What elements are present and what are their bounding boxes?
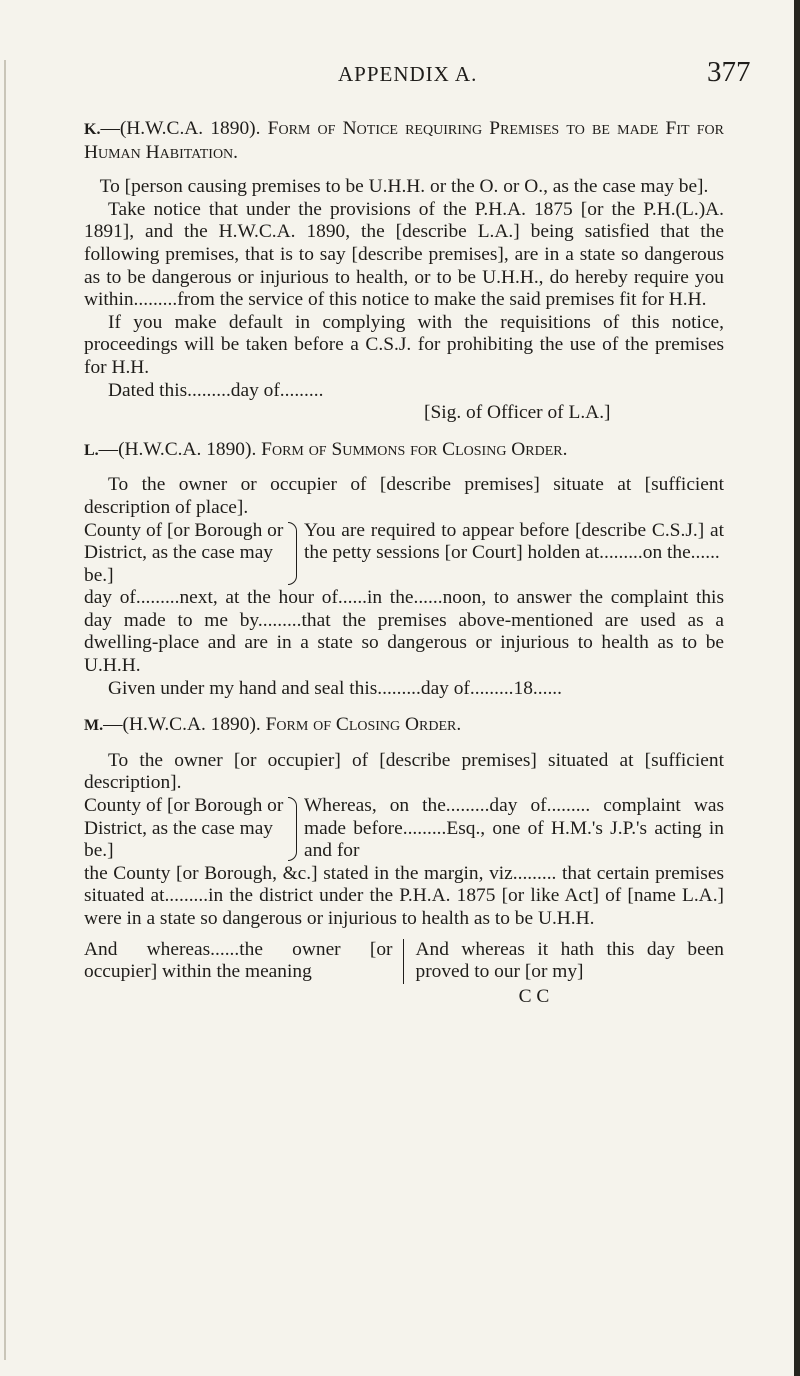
form-l-given: Given under my hand and seal this.........day of.........18......: [108, 677, 562, 699]
form-m-heading: [84, 714, 724, 738]
form-m-recital-start: Whereas, on the.........day of......... complaint was made before.........Esq., one of H.M.'s J.P.'s acting in and for: [304, 795, 724, 862]
page-number: 377: [707, 56, 751, 88]
form-k-signature: [Sig. of Officer of L.A.]: [424, 402, 611, 424]
form-m-title: Form of Closing Order.: [265, 714, 462, 736]
form-k-heading: [84, 118, 724, 164]
form-m-act: —(H.W.C.A. 1890).: [103, 714, 261, 736]
form-m-column-left: And whereas......the owner [or occupier] within the meaning: [84, 939, 404, 984]
form-k-letter: K.: [84, 121, 101, 138]
form-l: [84, 439, 724, 701]
form-m-addressee: To the owner [or occupier] of [describe premises] situated at [sufficient description].: [84, 749, 724, 794]
brace-mark: [284, 520, 304, 588]
form-k-title: Form of Notice requiring Premises to be made Fit for Human Habitation.: [84, 118, 724, 163]
form-l-body: day of.........next, at the hour of......in the......noon, to answer the complaint this day made to me by.........that the premises above-mentioned are used as a dwelling-place and are in a state so dangerous or injurious to health as to be U.H.H.: [84, 587, 724, 677]
running-head: APPENDIX A.: [338, 62, 478, 86]
brace-mark: [284, 795, 304, 863]
form-l-title: Form of Summons for Closing Order.: [261, 438, 568, 460]
form-k-body-1: Take notice that under the provisions of the P.H.A. 1875 [or the P.H.(L.)A. 1891], and the H.W.C.A. 1890, the [describe L.A.] being satisfied that the following premises, that is to say [describe premises], are in a state so dangerous as to be dangerous or injurious to health, or to be U.H.H., do hereby require you within.........from the service of this notice to make the said premises fit for H.H.: [84, 198, 724, 311]
form-l-addressee: To the owner or occupier of [describe premises] situate at [sufficient description of place].: [84, 474, 724, 518]
form-k-body-2: If you make default in complying with the requisitions of this notice, proceedings will be taken before a C.S.J. for prohibiting the use of the premises for H.H.: [84, 311, 724, 378]
form-k-dated: Dated this.........day of.........: [108, 379, 324, 401]
form-m-body: the County [or Borough, &c.] stated in the margin, viz......... that certain premises situated at.........in the district under the P.H.A. 1875 [or like Act] of [name L.A.] were in a state so dangerous or injurious to health as to be U.H.H.: [84, 862, 724, 929]
form-k: [84, 118, 724, 425]
form-m: [84, 714, 724, 1008]
page-body: [84, 118, 724, 1022]
form-m-letter: M.: [84, 717, 104, 735]
form-m-columns: [84, 939, 724, 984]
form-l-act: —(H.W.C.A. 1890).: [98, 438, 257, 460]
form-m-venue-brace: [84, 795, 724, 863]
page-gutter-line: [4, 60, 6, 1360]
form-k-act: —(H.W.C.A. 1890).: [100, 118, 261, 139]
form-l-venue: County of [or Borough or District, as the case may be.]: [84, 519, 284, 586]
form-k-addressee: To [person causing premises to be U.H.H. or the O. or O., as the case may be].: [99, 176, 709, 198]
form-m-column-right: And whereas it hath this day been proved to our [or my]: [415, 938, 724, 983]
form-l-heading: [84, 439, 724, 463]
form-m-venue: County of [or Borough or District, as the case may be.]: [84, 795, 284, 862]
form-l-letter: L.: [84, 441, 99, 459]
page-edge: [794, 0, 800, 1376]
form-l-summons-start: You are required to appear before [describe C.S.J.] at the petty sessions [or Court] holden at.........on the......: [304, 519, 724, 564]
page-header: [0, 56, 800, 102]
form-l-venue-brace: [84, 520, 724, 588]
signature-mark: C C: [518, 985, 550, 1007]
